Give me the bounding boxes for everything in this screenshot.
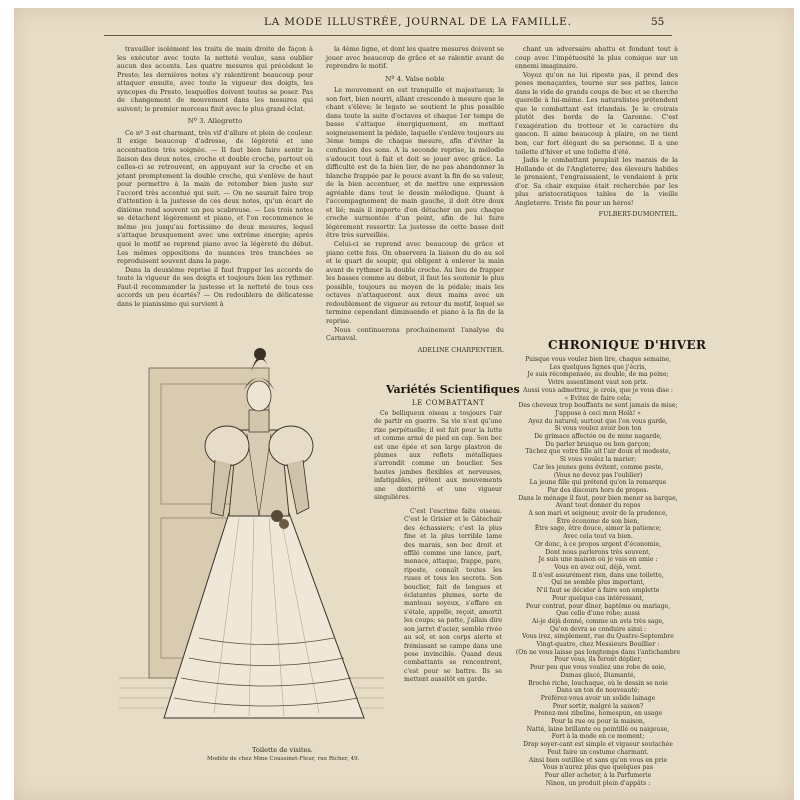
poem-line: Avec cela tout va bien. (563, 533, 633, 541)
poem-line: Pour vous, ils feront déplier, (554, 656, 642, 664)
chronique-poem (514, 356, 682, 787)
poem-line: Ayez du naturel; surtout que l'on vous garde, (528, 417, 668, 425)
poem-line: Damas glacé, Diamanté, (560, 671, 636, 679)
poem-line: Par des discours hors de propos. (547, 486, 649, 494)
poem-line: Il n'est assurément rien, dans une toilette, (532, 571, 664, 579)
poem-line: Pour aller acheter, à la Parfumerie (544, 771, 652, 779)
illustration-caption: Toilette de visites. (252, 746, 313, 754)
poem-line: Pour sortir, malgré la saison? (552, 702, 644, 710)
poem-line: Drap soyer-cant est simple et vigueur soutachée (523, 741, 673, 749)
poem-line: Pour la rue ou pour la maison, (551, 718, 645, 726)
poem-line: Si vous voulez avoir bon ton (554, 425, 642, 433)
poem-line: Je suis une maison où je vais en amie : (538, 556, 658, 564)
page-header (14, 8, 794, 38)
column-2-heading: Nº 4. Valse noble (385, 74, 445, 83)
poem-line: Dans le ménage il faut, pour bien mener sa barque, (518, 494, 678, 502)
column-3-intro: chant un adversaire abattu et fondant tout à coup avec l'impétuosité la plus comique sur un ennemi imaginaire. (515, 45, 678, 71)
section-title: Variétés Scientifiques (386, 383, 520, 396)
section-side-column (404, 508, 502, 748)
poem-line: Qu'on devra se conduire ainsi : (549, 625, 647, 633)
column-2-intro: la 4ème ligne, et dont les quatre mesures doivent se jouer avec beaucoup de grâce et se ralentir avant de reprendre le motif. (326, 45, 504, 71)
poem-line: Être sage, être douce, aimer la patience; (534, 525, 662, 533)
poem-line: Ninon, un produit plein d'appâts : (545, 779, 651, 787)
poem-line: Prenez-moi zibeline, homespun, en usage (533, 710, 663, 718)
chronique-title: CHRONIQUE D'HIVER (548, 338, 707, 352)
poem-line: Votre assentiment vaut son prix. (547, 379, 649, 387)
column-1-body: Ce nº 3 est charmant, très vif d'allure et plein de couleur. Il exige beaucoup d'adresse, de légèreté et une accentuation très soignée. — Il faut bien faire sentir la liaison des deux notes, croche et double croche, partout où celles-ci se retrouvent, en appuyant sur la croche et en jetant promptement la double croche, qui s'enlève de haut pour permettre à la main de retomber bien juste sur l'accord très accentué qui suit. — On ne saurait faire trop d'attention à la justesse de ces deux notes, qu'un écart de dixième rend souvent un peu scabreuse. — Les trois notes se détachent légèrement et piano, et l'on recommence le même jeu jusqu'au fortissimo de deux mesures, lequel s'attaque brusquement avec une extrême énergie; après quoi le motif se reprend piano avec la légèreté du début. Les mêmes oppositions de nuances très tranchées se reproduisent souvent dans la page. (117, 128, 313, 266)
poem-line: Fort à la mode en ce moment; (551, 733, 645, 741)
poem-line: Si vous voulez la marier; (559, 456, 637, 464)
column-3-signature: FULBERT-DUMONTEIL. (598, 210, 678, 219)
poem-line: Des cheveux trop bouffants ne sont jamais de mise; (518, 402, 678, 410)
poem-line: Broché riche, louchaque, où le dessin se noie (528, 679, 668, 687)
dress-illustration (119, 338, 384, 738)
column-2-body: Le mouvement en est tranquille et majestueux; le son fort, bien nourri, allant crescendo à mesure que le chant s'élève; le legato se soutient le plus possible dans toute la suite d'octaves et chaque 1er temps de basse s'attaque énergiquement, en mettant soigneusement la pédale, laquelle s'enlève toujours au 3ème temps de chaque mesure, afin d'éviter la confusion des sons. A la seconde reprise, la mélodie s'adoucit tout à fait et doit se jouer avec grâce. La difficulté est de la bien lier, de ne pas abandonner la blanche frappée par le pouce avant la fin de sa valeur, de la bien accentuer, et de mettre une expression agréable dans tout le dessin mélodique. Quant à l'accompagnement de main gauche, il doit être doux et lié; mais il importe d'en détacher un peu chaque croche surmontée d'un point, afin de lui faire légèrement ressortir. La justesse de cette basse doit être très surveillée. (326, 86, 504, 240)
section-subtitle: LE COMBATTANT (412, 399, 485, 407)
poem-line: De grimace affectée ou de mine nagarde, (534, 433, 662, 441)
column-1-heading: Nº 3. Allegretto (187, 117, 243, 126)
poem-line: Peut faire un costume charmant. (547, 748, 649, 756)
poem-line: Pour quelque cas intéressant, (552, 594, 644, 602)
poem-line: Car les jeunes gens évitent, comme peste, (532, 463, 664, 471)
poem-line: Je suis récompensée, au double, de ma peine; (527, 371, 669, 379)
poem-line: Qui ne semble plus important, (551, 579, 645, 587)
column-3 (515, 45, 678, 335)
column-1-body-2: Dans la deuxième reprise il faut frapper les accords de toute la vigueur de ses doigts et toujours bien les rythmer. Faut-il recommander la justesse et la netteté de tous ces accords un peu écartés? — On redoublera de délicatesse dans le pianissimo qui survient à (117, 265, 313, 308)
column-2-signature: ADELINE CHARPENTIER. (417, 345, 504, 354)
poem-line: Avant tout donner du repos (555, 502, 641, 510)
column-2-continuation: Nous continuerons prochainement l'analyse du Carnaval. (326, 325, 504, 343)
newspaper-sheet (14, 8, 794, 800)
header-rule (104, 35, 672, 36)
column-3-body-2: Jadis le combattant peuplait les marais de la Hollande et de l'Angleterre; des éleveurs habiles le prenaient, l'engraissaient, le vendaient à prix d'or. Sa chair exquise était recherchée par les plus aristocratiques tables de la vieille Angleterre. Triste fin pour un héros! (515, 156, 678, 207)
section-body-text: Ce belliqueux oiseau a toujours l'air de partir en guerre. Sa vie n'est qu'une rixe perpétuelle; il est fait pour la lutte et comme armé de pied en cap. Son bec est une épée et son large plastron de plumes aux reflets métalliques s'arrondit comme un bouclier. Ses hautes jambes flexibles et nerveuses, infatigables, prêtent aux mouvements une dextérité et une vigueur singulières. (374, 410, 502, 502)
poem-line: Ai-je déjà donné, comme un avis très sage, (531, 617, 664, 625)
poem-line: N'il faut se décider à faire son emplette (536, 587, 660, 595)
poem-line: Vingt-quatre, chez Messieurs Bouillier : (536, 641, 660, 649)
poem-line: Vous n'aurez plus que quelques pas (542, 764, 654, 772)
fashion-plate (119, 338, 384, 738)
poem-line: Du parler brusque ou bon garçon; (545, 440, 651, 448)
poem-line: J'appose à ceci mon Holà! » (555, 409, 641, 417)
poem-line: Ainsi bien outillée et sans qu'on vous en prie (528, 756, 668, 764)
poem-line: Tâchez que votre fille ait l'air doux et modeste, (525, 448, 671, 456)
section-side-text: C'est l'escrime faite oiseau. C'est le Grisier et le Gâtechair des échassiers; c'est la plus fine et la plus terrible lame des marais, son bec droit et effilé comme une lance, part, menace, attaque, frappe, pare, riposte, connaît toutes les ruses et tous les secrets. Son bouclier, fait de longues et éclatantes plumes, sorte de manteau soyeux, s'effare en s'étale, appelle, reçoit, amortit les coups; sa patte, j'allais dire son jarret d'acier, semble rivée au sol, et son corps alerte et frémissant se campe dans une pose invincible. Quand deux combattants se rencontrent, c'est pour se battre. Ils se mettent aussitôt en garde. (404, 508, 502, 684)
poem-line: Pour peu que vous vouliez une robe de soie, (530, 664, 666, 672)
poem-line: Puisque vous voulez bien lire, chaque semaine, (525, 356, 671, 363)
poem-line: Or donc, à ce propos urgent d'économie, (534, 540, 662, 548)
poem-line: Vous en avez ouï, déjà, vent. (554, 563, 642, 571)
column-2 (326, 45, 504, 377)
poem-line: Dont nous parlerons très souvent, (545, 548, 651, 556)
column-1-intro: travailler isolément les traits de main droite de façon à les exécuter avec toute la netteté voulue, sans oublier aucun des accents. Les quatre mesures qui précèdent le Presto; les dernières notes s'y ralentiront beaucoup pour attaquer ensuite, avec toute la vigueur des doigts, les syncopes du Presto, lesquelles doivent toutes se poser. Pas de changement de mouvement dans les mesures qui suivent; le premier morceau finit avec le plus grand éclat. (117, 45, 313, 113)
poem-line: Être économe de son bien, (556, 517, 640, 525)
poem-line: Aussi vous admettrez, je crois, que je vous dise : (523, 386, 673, 394)
section-body (374, 410, 502, 510)
poem-line: « Evitez de faire cela; (564, 394, 632, 402)
poem-line: Que celle d'une robe; aussi (556, 610, 640, 618)
column-2-body-2: Celui-ci se reprend avec beaucoup de grâce et piano cette fois. On observera la liaison du do au sol et le quart de soupir, qui obligent à enlever la main avant de rythmer la double croche. Au lieu de frapper les basses comme au début, il faut les soutenir le plus possible, toujours au moyen de la pédale; mais les octaves n'attaqueront aux deux mains avec un redoublement de vigueur au retour du motif, lequel se termine cependant diminuendo et piano à la fin de la reprise. (326, 240, 504, 325)
poem-line: Vous irez, simplement, rue du Quatre-Septembre (522, 633, 674, 641)
poem-line: Pour contrat, pour dîner, baptême ou mariage, (525, 602, 671, 610)
poem-line: Préférez-vous avoir un solide lainage (540, 694, 656, 702)
poem-line: La jeune fille qui prétend qu'on la remarque (529, 479, 667, 487)
column-1 (117, 45, 313, 335)
poem-line: Dans un ton de nouveauté; (556, 687, 640, 695)
poem-line: (On ne vous laisse pas longtemps dans l'antichambre (515, 648, 681, 656)
illustration-credit: Modèle de chez Mme Coussinet-Fleur, rue Richer, 49. (207, 756, 360, 762)
journal-title: LA MODE ILLUSTRÉE, JOURNAL DE LA FAMILLE. (264, 16, 572, 28)
poem-line: Les quelques lignes que j'écris, (549, 363, 647, 371)
column-3-body: Voyez qu'on ne lui riposte pas, il prend des poses menaçantes, tourne sur ses pattes, lance dans le vide de grands coups de bec et se cherche querelle à lui-même. Les naturalistes prétendent que le combattant est irlandais. Je le croirais plutôt des bords de la Garonne. C'est l'exagération du trotteur et le caractère du gascon. Il aime beaucoup à plaire, on ne tient bon, car fort élégant de sa personne. Il a une toilette d'hiver et une toilette d'été. (515, 70, 678, 156)
poem-line: Natté, laine brillante ou pointillé ou naigeuse, (526, 725, 670, 733)
poem-line: (Vous ne devez pas l'oublier) (553, 471, 643, 479)
poem-line: A son mari et seigneur, avoir de la prudence, (528, 510, 668, 518)
page-number: 55 (651, 16, 665, 28)
